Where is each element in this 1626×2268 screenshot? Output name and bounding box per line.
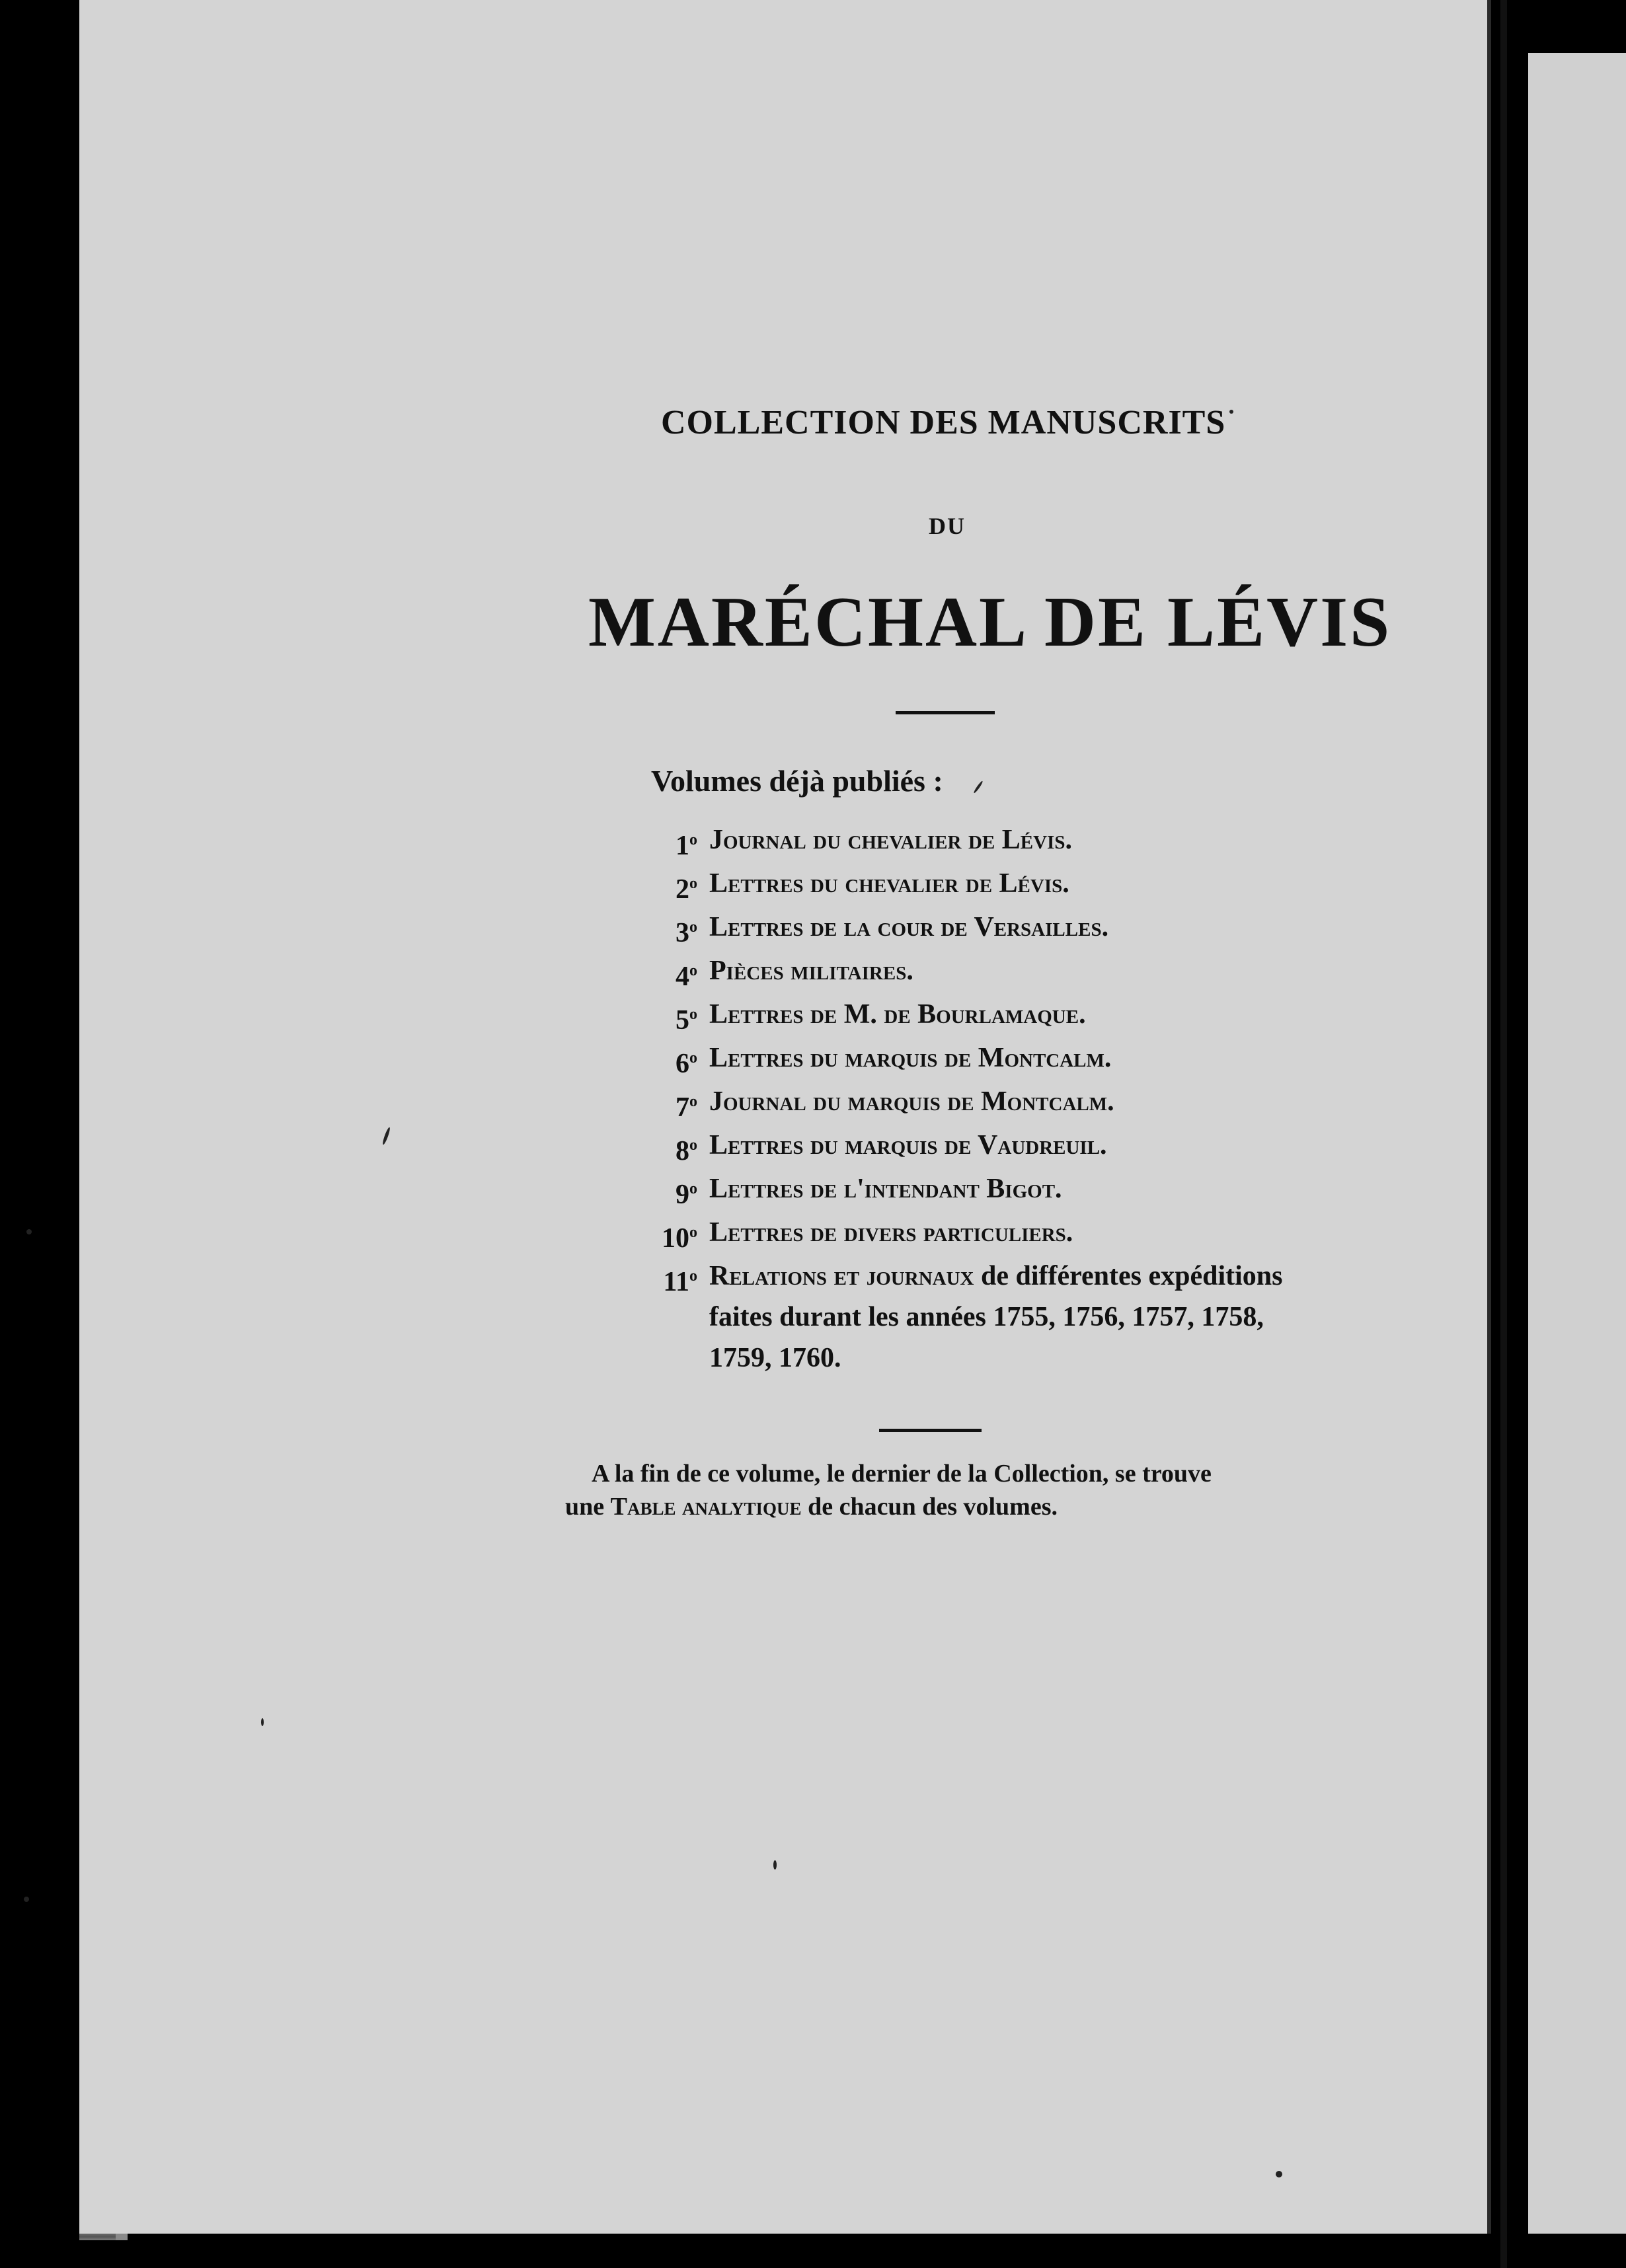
volume-title: Lettres de l'intendant Bigot.	[709, 1174, 1062, 1204]
collection-heading: COLLECTION DES MANUSCRITS	[661, 404, 1226, 441]
list-item	[651, 1080, 1305, 1123]
volume-title: Journal du marquis de Montcalm.	[709, 1086, 1114, 1117]
scan-speck	[773, 1860, 777, 1870]
volume-title: Pièces militaires.	[709, 956, 913, 986]
list-item	[651, 862, 1305, 905]
volume-title: Lettres de la cour de Versailles.	[709, 912, 1109, 942]
volume-number: 2$^o$	[676, 874, 697, 905]
volume-title: Journal du chevalier de Lévis.	[709, 825, 1072, 855]
volume-number: 3$^o$	[676, 918, 697, 948]
footnote-table-name: Table analytique	[610, 1493, 802, 1521]
scan-speck	[1276, 2171, 1282, 2177]
list-item	[651, 1123, 1305, 1167]
volume-title: Lettres du marquis de Vaudreuil.	[709, 1130, 1107, 1160]
scan-speck	[261, 1718, 264, 1726]
volume-title: Lettres de divers particuliers.	[709, 1217, 1073, 1248]
list-item	[651, 905, 1305, 949]
volume-list	[651, 818, 1305, 1379]
du-heading: DU	[929, 513, 966, 539]
volume-title: Lettres du chevalier de Lévis.	[709, 868, 1069, 899]
volume-number: 4$^o$	[676, 962, 697, 992]
volume-number: 8$^o$	[676, 1136, 697, 1166]
main-title: MARÉCHAL DE LÉVIS	[588, 583, 1392, 662]
page-gutter	[1500, 0, 1507, 2268]
volume-number: 7$^o$	[676, 1092, 697, 1123]
footnote-line-2	[565, 1490, 1292, 1523]
volume-number: 6$^o$	[676, 1049, 697, 1079]
volume-number: 1$^o$	[676, 831, 697, 861]
list-item	[651, 818, 1305, 862]
volume-title-rest: de différentes expéditions faites durant les années 1755, 1756, 1757, 1758, 1759, 1760.	[709, 1261, 1283, 1373]
footnote-line-2-end: de chacun des volumes.	[808, 1493, 1058, 1521]
volume-number: 10$^o$	[662, 1223, 697, 1254]
footnote-line-2-start: une	[565, 1493, 605, 1521]
volume-title: Lettres de M. de Bourlamaque.	[709, 999, 1086, 1030]
volume-number: 5$^o$	[676, 1005, 697, 1036]
volume-number: 9$^o$	[676, 1180, 697, 1210]
list-item	[651, 1036, 1305, 1080]
scan-speck	[24, 1897, 29, 1902]
volume-number: 11$^o$	[663, 1267, 697, 1297]
list-item	[651, 949, 1305, 993]
divider-bottom	[879, 1429, 982, 1432]
volume-title-smallcaps: Relations et journaux	[709, 1261, 974, 1291]
footnote-line-1: A la fin de ce volume, le dernier de la Collection, se trouve	[592, 1460, 1212, 1488]
list-item	[651, 993, 1305, 1036]
volume-title: Lettres du marquis de Montcalm.	[709, 1043, 1112, 1073]
scan-speck	[26, 1229, 32, 1234]
volume-title	[709, 1256, 1305, 1379]
scan-speck	[1229, 410, 1233, 414]
next-page-edge	[1528, 53, 1626, 2234]
list-item	[651, 1211, 1305, 1254]
list-item	[651, 1167, 1305, 1211]
footnote	[565, 1457, 1292, 1523]
volumes-heading: Volumes déjà publiés :	[651, 764, 943, 798]
list-item	[651, 1256, 1305, 1379]
divider-top	[896, 711, 995, 714]
